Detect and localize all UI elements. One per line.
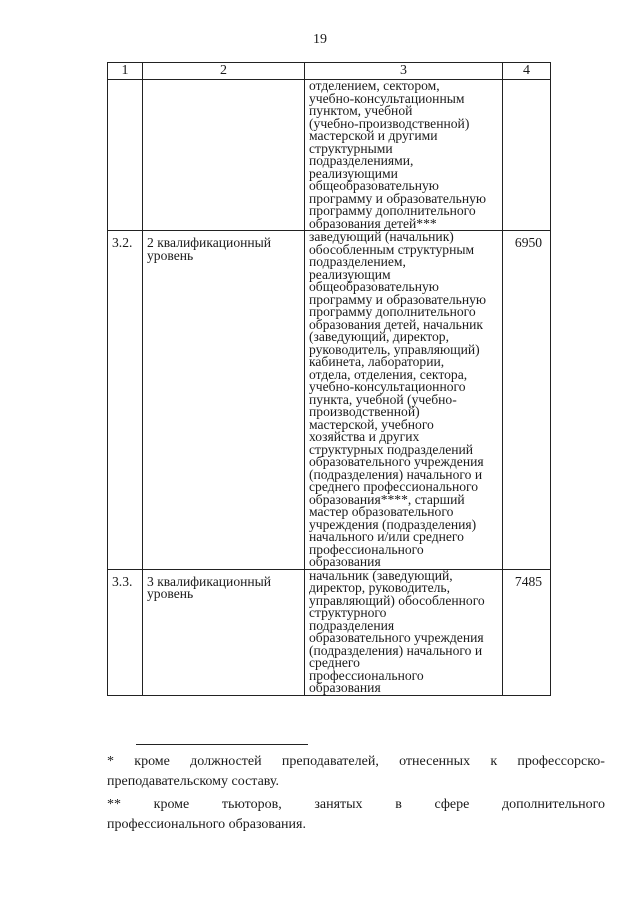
cell-line: учебно-консультационного: [309, 379, 466, 394]
cell-line: реализующим: [309, 266, 391, 282]
footnote-word: в: [395, 797, 402, 812]
cell-line: образования детей***: [309, 215, 437, 231]
table-row: [108, 80, 551, 231]
footnote-word: сфере: [434, 797, 470, 812]
footnote-word: кроме: [153, 797, 190, 812]
salary-value: [503, 80, 551, 231]
cell-line: мастерской и другими: [309, 128, 438, 143]
cell-line: (учебно-производственной): [309, 115, 470, 131]
positions-list: [305, 569, 503, 695]
footnote-word: кроме: [134, 754, 170, 769]
column-header: 3: [305, 63, 503, 80]
cell-line: управляющий) обособленного: [309, 592, 485, 608]
cell-line: образования: [309, 554, 381, 569]
cell-line: обособленным структурным: [309, 241, 475, 257]
footnote-2: [107, 795, 605, 835]
cell-line: уровень: [147, 586, 194, 601]
positions-list: [305, 231, 503, 570]
cell-line: образования****, старший: [309, 491, 465, 507]
cell-line: отделением, сектором,: [309, 78, 440, 93]
qualification-level: [143, 231, 305, 570]
footnote-1: [107, 752, 605, 792]
cell-line: программу и образовательную: [309, 291, 487, 307]
column-header: 2: [143, 63, 305, 80]
cell-line: общеобразовательную: [309, 279, 439, 294]
cell-line: уровень: [147, 247, 194, 263]
footnote-word: должностей: [190, 754, 262, 769]
footnote-word: **: [107, 797, 121, 812]
footnote-separator: [136, 744, 308, 745]
salary-value: 6950: [503, 231, 551, 570]
footnote-line: [107, 815, 605, 835]
cell-line: учебно-консультационным: [309, 90, 465, 106]
qualification-level: [143, 569, 305, 695]
cell-line: начального и/или среднего: [309, 529, 464, 544]
positions-list: [305, 80, 503, 231]
cell-line: (заведующий, директор,: [309, 329, 450, 344]
footnote-word: *: [107, 754, 114, 769]
cell-line: образовательного учреждения: [309, 630, 484, 645]
cell-line: кабинета, лаборатории,: [309, 354, 445, 369]
table-row: [108, 231, 551, 570]
cell-line: среднего: [309, 655, 360, 670]
cell-line: заведующий (начальник): [309, 229, 454, 244]
qualification-level: [143, 80, 305, 231]
cell-line: подразделением,: [309, 254, 406, 269]
footnote-word: занятых: [314, 797, 363, 812]
footnote-word: дополнительного: [502, 797, 605, 812]
cell-line: (подразделения) начального и: [309, 466, 483, 482]
cell-line: хозяйства и других: [309, 429, 420, 444]
cell-line: (подразделения) начального и: [309, 642, 483, 658]
column-header: 1: [108, 63, 143, 80]
footnote-line: [107, 752, 605, 772]
cell-line: профессионального: [309, 541, 424, 557]
footnote-word: профессорско-: [517, 754, 605, 769]
cell-line: подразделения: [309, 617, 395, 633]
footnote-word: тьюторов,: [221, 797, 282, 812]
cell-line: 3 квалификационный: [147, 573, 272, 589]
footnote-word: профессионального образования.: [107, 817, 306, 832]
footnote-word: преподавателей,: [281, 754, 379, 769]
table-header-row: [108, 63, 551, 80]
cell-line: подразделениями,: [309, 153, 414, 168]
cell-line: учреждения (подразделения): [309, 516, 477, 532]
cell-line: производственной): [309, 404, 420, 419]
cell-line: программу дополнительного: [309, 304, 476, 319]
cell-line: программу и образовательную: [309, 190, 487, 206]
cell-line: начальник (заведующий,: [309, 567, 453, 583]
footnote-line: [107, 795, 605, 815]
row-code: [108, 80, 143, 231]
cell-line: среднего профессионального: [309, 479, 479, 494]
page-number: 19: [313, 32, 327, 47]
cell-line: реализующими: [309, 165, 398, 181]
qualification-table: [107, 62, 551, 696]
row-code: 3.2.: [108, 231, 143, 570]
cell-line: структурных подразделений: [309, 441, 474, 457]
footnote-line: [107, 772, 605, 792]
cell-line: структурными: [309, 140, 393, 156]
table-row: [108, 569, 551, 695]
cell-line: отдела, отделения, сектора,: [309, 366, 468, 382]
footnote-word: преподавательскому составу.: [107, 774, 280, 789]
cell-line: мастерской, учебного: [309, 416, 434, 432]
cell-line: профессионального: [309, 667, 424, 683]
footnote-word: отнесенных: [399, 754, 471, 769]
cell-line: мастер образовательного: [309, 504, 454, 519]
cell-line: директор, руководитель,: [309, 580, 451, 595]
cell-line: образования: [309, 680, 381, 695]
salary-value: 7485: [503, 569, 551, 695]
cell-line: программу дополнительного: [309, 203, 476, 218]
row-code: 3.3.: [108, 569, 143, 695]
cell-line: образования детей, начальник: [309, 316, 483, 332]
cell-line: образовательного учреждения: [309, 454, 484, 469]
cell-line: пункта, учебной (учебно-: [309, 391, 457, 407]
cell-line: 2 квалификационный: [147, 235, 272, 250]
cell-line: пунктом, учебной: [309, 103, 413, 118]
cell-line: руководитель, управляющий): [309, 341, 480, 357]
cell-line: структурного: [309, 605, 387, 620]
column-header: 4: [503, 63, 551, 80]
cell-line: общеобразовательную: [309, 178, 439, 193]
footnote-word: к: [490, 754, 498, 769]
